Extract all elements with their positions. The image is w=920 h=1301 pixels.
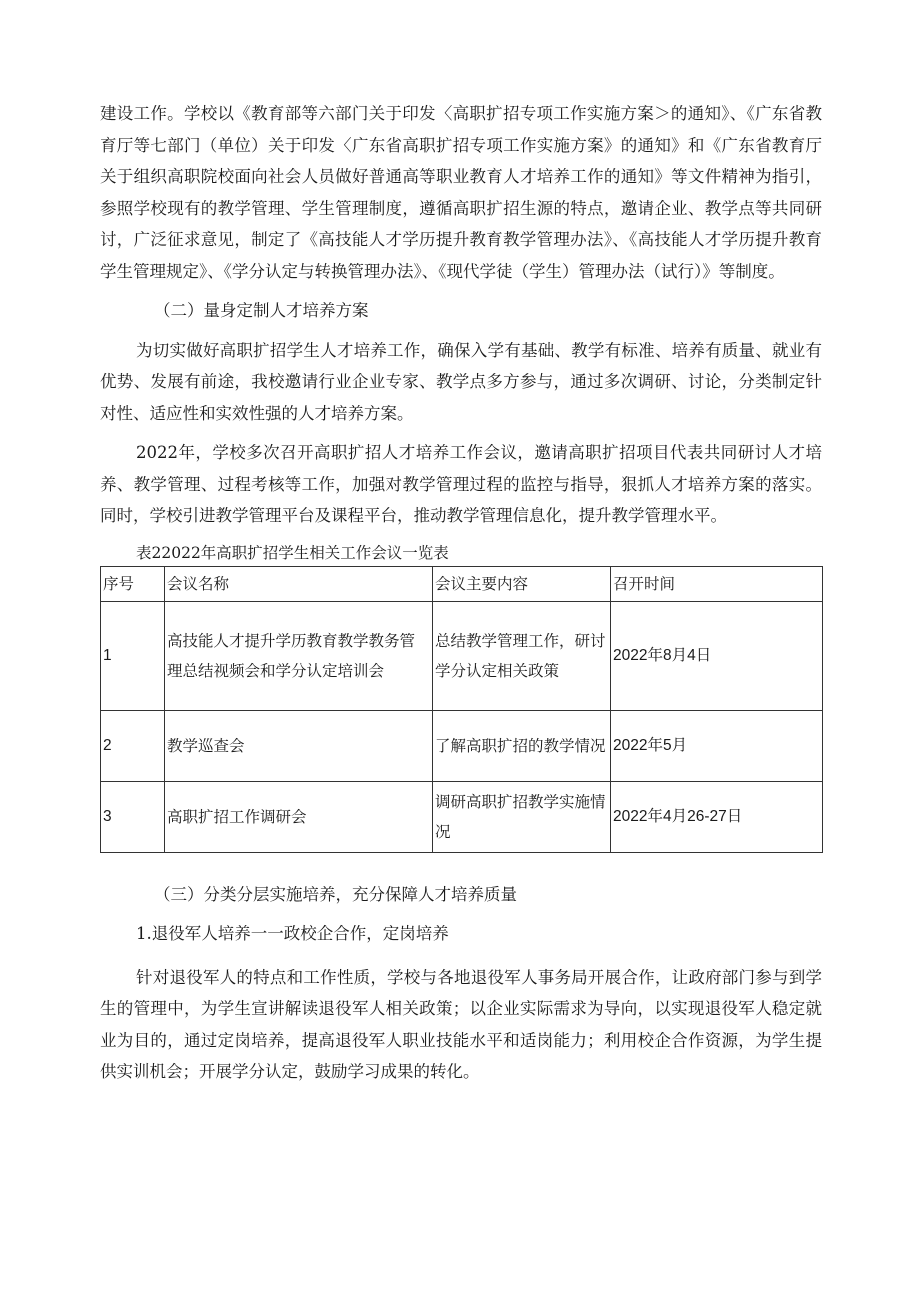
paragraph-policy-documents: 建设工作。学校以《教育部等六部门关于印发〈高职扩招专项工作实施方案＞的通知》、《广东省教育厅等七部门（单位）关于印发〈广东省高职扩招专项工作实施方案》的通知》和《广东省教育厅关于组织高职院校面向社会人员做好普通高等职业教育人才培养工作的通知》等文件精神为指引，参照学校现有的教学管理、学生管理制度，遵循高职扩招生源的特点，邀请企业、教学点等共同研讨，广泛征求意见，制定了《高技能人才学历提升教育教学管理办法》、《高技能人才学历提升教育学生管理规定》、《学分认定与转换管理办法》、《现代学徒（学生）管理办法（试行）》等制度。 [100, 104, 822, 281]
subsection-heading-1: 1.退役军人培养一一政校企合作，定岗培养 [136, 924, 449, 943]
header-content: 会议主要内容 [433, 566, 611, 601]
row-name: 高职扩招工作调研会 [165, 781, 433, 852]
table-header-row [101, 566, 823, 601]
row-no: 3 [101, 781, 165, 852]
row-no: 2 [101, 710, 165, 781]
header-date: 召开时间 [611, 566, 823, 601]
meetings-table [100, 566, 823, 853]
document-page [100, 98, 822, 1088]
section-heading-3: （三）分类分层实施培养，充分保障人才培养质量 [154, 884, 517, 904]
row-content: 了解高职扩招的教学情况 [433, 710, 611, 781]
table-caption: 表22022年高职扩招学生相关工作会议一览表 [136, 543, 449, 562]
row-name: 高技能人才提升学历教育教学教务管理总结视频会和学分认定培训会 [165, 601, 433, 710]
row-date: 2022年5月 [611, 710, 823, 781]
row-date: 2022年8月4日 [611, 601, 823, 710]
paragraph-training-plan: 为切实做好高职扩招学生人才培养工作，确保入学有基础、教学有标准、培养有质量、就业有优势、发展有前途，我校邀请行业企业专家、教学点多方参与，通过多次调研、讨论，分类制定针对性、适应性和实效性强的人才培养方案。 [100, 340, 822, 423]
table-row [101, 601, 823, 710]
table-row [101, 710, 823, 781]
row-name: 教学巡查会 [165, 710, 433, 781]
row-content: 总结教学管理工作，研讨学分认定相关政策 [433, 601, 611, 710]
paragraph-2022-meetings: 2022年，学校多次召开高职扩招人才培养工作会议，邀请高职扩招项目代表共同研讨人才培养、教学管理、过程考核等工作，加强对教学管理过程的监控与指导，狠抓人才培养方案的落实。同时，学校引进教学管理平台及课程平台，推动教学管理信息化，提升教学管理水平。 [100, 443, 822, 525]
header-no: 序号 [101, 566, 165, 601]
row-no: 1 [101, 601, 165, 710]
row-content: 调研高职扩招教学实施情况 [433, 781, 611, 852]
paragraph-veterans: 针对退役军人的特点和工作性质，学校与各地退役军人事务局开展合作，让政府部门参与到学生的管理中，为学生宣讲解读退役军人相关政策；以企业实际需求为导向，以实现退役军人稳定就业为目的，通过定岗培养，提高退役军人职业技能水平和适岗能力；利用校企合作资源，为学生提供实训机会；开展学分认定，鼓励学习成果的转化。 [100, 967, 822, 1081]
header-name: 会议名称 [165, 566, 433, 601]
row-date: 2022年4月26-27日 [611, 781, 823, 852]
section-heading-2: （二）量身定制人才培养方案 [154, 301, 369, 320]
table-row [101, 781, 823, 852]
